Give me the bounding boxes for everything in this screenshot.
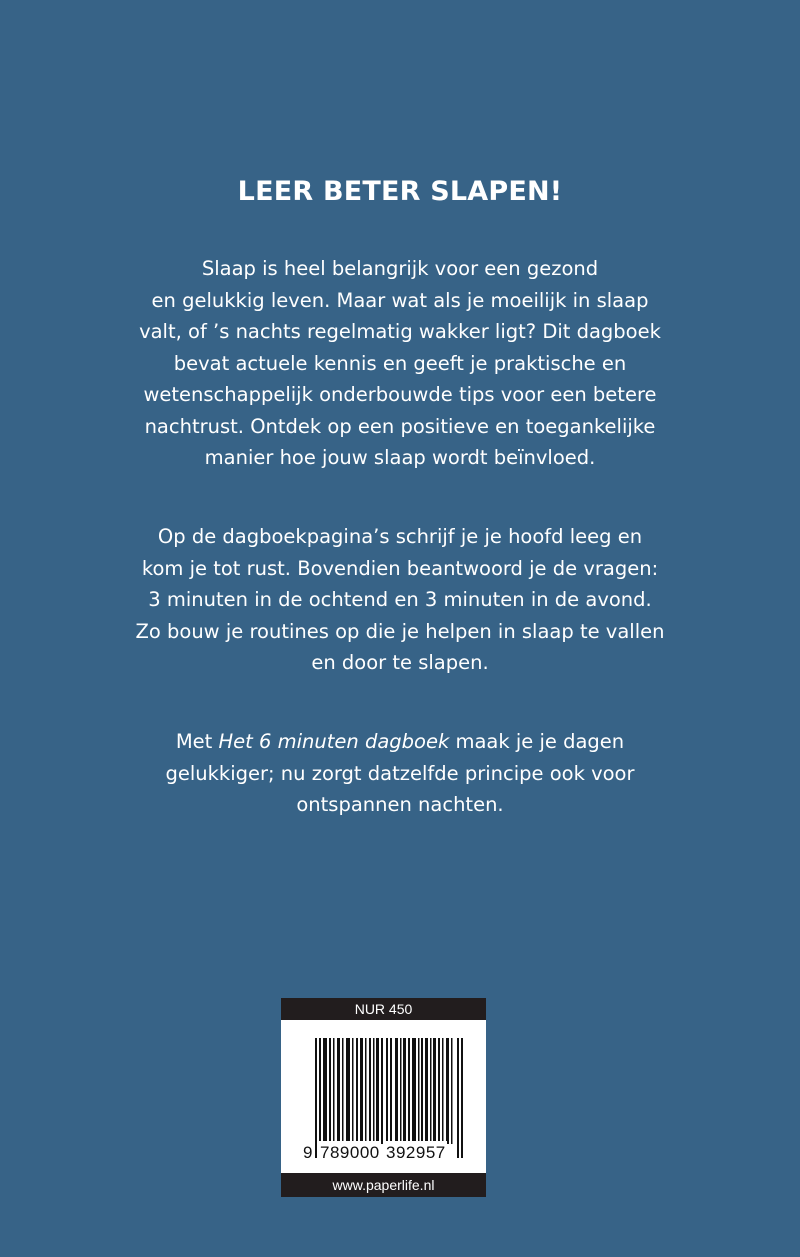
text-line: wetenschappelijk onderbouwde tips voor een betere bbox=[143, 383, 657, 406]
isbn-group-right: 392957 bbox=[385, 1141, 447, 1165]
text-line bbox=[0, 726, 800, 758]
isbn-number bbox=[303, 1141, 473, 1165]
text-line: gelukkiger; nu zorgt datzelfde principe ook voor bbox=[165, 761, 635, 785]
paragraph-intro bbox=[0, 253, 800, 474]
text-line: bevat actuele kennis en geeft je praktische en bbox=[173, 351, 627, 375]
barcode-icon bbox=[315, 1038, 463, 1158]
text-line: en gelukkig leven. Maar wat als je moeilijk in slaap bbox=[151, 288, 649, 312]
publisher-url: www.paperlife.nl bbox=[281, 1173, 486, 1197]
text-line: nachtrust. Ontdek op een positieve en toegankelijke bbox=[144, 414, 656, 438]
text-segment: Met bbox=[175, 730, 219, 753]
isbn-prefix-digit: 9 bbox=[303, 1143, 313, 1162]
paragraph-closing bbox=[0, 726, 800, 821]
text-line: kom je tot rust. Bovendien beantwoord je de vragen: bbox=[141, 556, 659, 580]
text-line: en door te slapen. bbox=[311, 651, 489, 674]
text-line: valt, of ’s nachts regelmatig wakker ligt? Dit dagboek bbox=[139, 320, 661, 343]
text-line: ontspannen nachten. bbox=[296, 793, 504, 816]
text-line: 3 minuten in de ochtend en 3 minuten in de avond. bbox=[148, 588, 652, 611]
text-line: Slaap is heel belangrijk voor een gezond bbox=[201, 257, 599, 280]
text-line: Op de dagboekpagina’s schrijf je je hoofd leeg en bbox=[157, 525, 643, 548]
cover-title: LEER BETER SLAPEN! bbox=[237, 176, 563, 207]
text-line: manier hoe jouw slaap wordt beïnvloed. bbox=[204, 446, 596, 469]
book-title-italic: Het 6 minuten dagboek bbox=[218, 730, 450, 753]
text-segment: maak je je dagen bbox=[449, 730, 625, 753]
nur-code: NUR 450 bbox=[281, 998, 486, 1020]
barcode-label bbox=[281, 998, 486, 1197]
isbn-group-left: 789000 bbox=[319, 1141, 381, 1165]
text-line: Zo bouw je routines op die je helpen in slaap te vallen bbox=[135, 619, 665, 643]
paragraph-journal-pages bbox=[0, 521, 800, 679]
